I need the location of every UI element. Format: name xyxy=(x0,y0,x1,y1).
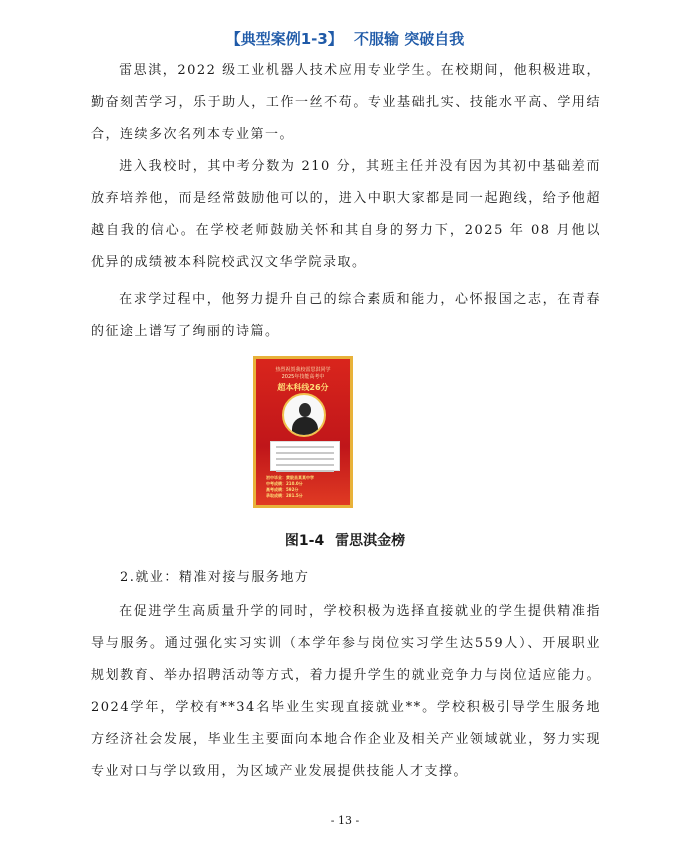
figure-caption: 图1-4 雷思淇金榜 xyxy=(284,533,406,549)
case-label: 【典型案例1-3】 xyxy=(225,30,343,48)
section-subheading: 2.就业：精准对接与服务地方 xyxy=(120,570,310,585)
student-portrait xyxy=(282,393,326,437)
honor-poster-image xyxy=(253,356,353,508)
case-heading xyxy=(0,28,690,49)
poster-info: 初中毕业：黄陂县某某中学 中考成绩：210.0分 高考成绩：592分 录取成绩：281.5分 xyxy=(266,475,314,498)
poster-header: 热烈祝贺我校雷思淇同学 2025年技能高考中 xyxy=(275,367,331,380)
poster-score: 超本科线26分 xyxy=(277,383,329,392)
case-title: 不服输 突破自我 xyxy=(354,30,465,48)
page-number: - 13 - xyxy=(330,814,360,827)
paragraph-admission: 进入我校时，其中考分数为 210 分，其班主任并没有因为其初中基础差而放弃培养他，而是经常鼓励他可以的，进入中职大家都是同一起跑线，给予他超越自我的信心。在学校老师鼓励关怀和其自身的努力下，2025 年 08 月他以优异的成绩被本科院校武汉文华学院录取。 xyxy=(91,159,601,270)
paragraph-growth: 在求学过程中，他努力提升自己的综合素质和能力，心怀报国之志，在青春的征途上谱写了绚丽的诗篇。 xyxy=(91,292,601,339)
admission-letter-thumbnail xyxy=(270,441,340,471)
paragraph-employment: 在促进学生高质量升学的同时，学校积极为选择直接就业的学生提供精准指导与服务。通过强化实习实训（本学年参与岗位实习学生达559人）、开展职业规划教育、举办招聘活动等方式，着力提升学生的就业竞争力与岗位适应能力。2024学年，学校有**34名毕业生实现直接就业**。学校积极引导学生服务地方经济社会发展，毕业生主要面向本地合作企业及相关产业领域就业，努力实现专业对口与学以致用，为区域产业发展提供技能人才支撑。 xyxy=(91,604,601,779)
paragraph-intro: 雷思淇，2022 级工业机器人技术应用专业学生。在校期间，他积极进取，勤奋刻苦学习，乐于助人，工作一丝不苟。专业基础扎实、技能水平高、学用结合，连续多次名列本专业第一。 xyxy=(91,63,601,142)
